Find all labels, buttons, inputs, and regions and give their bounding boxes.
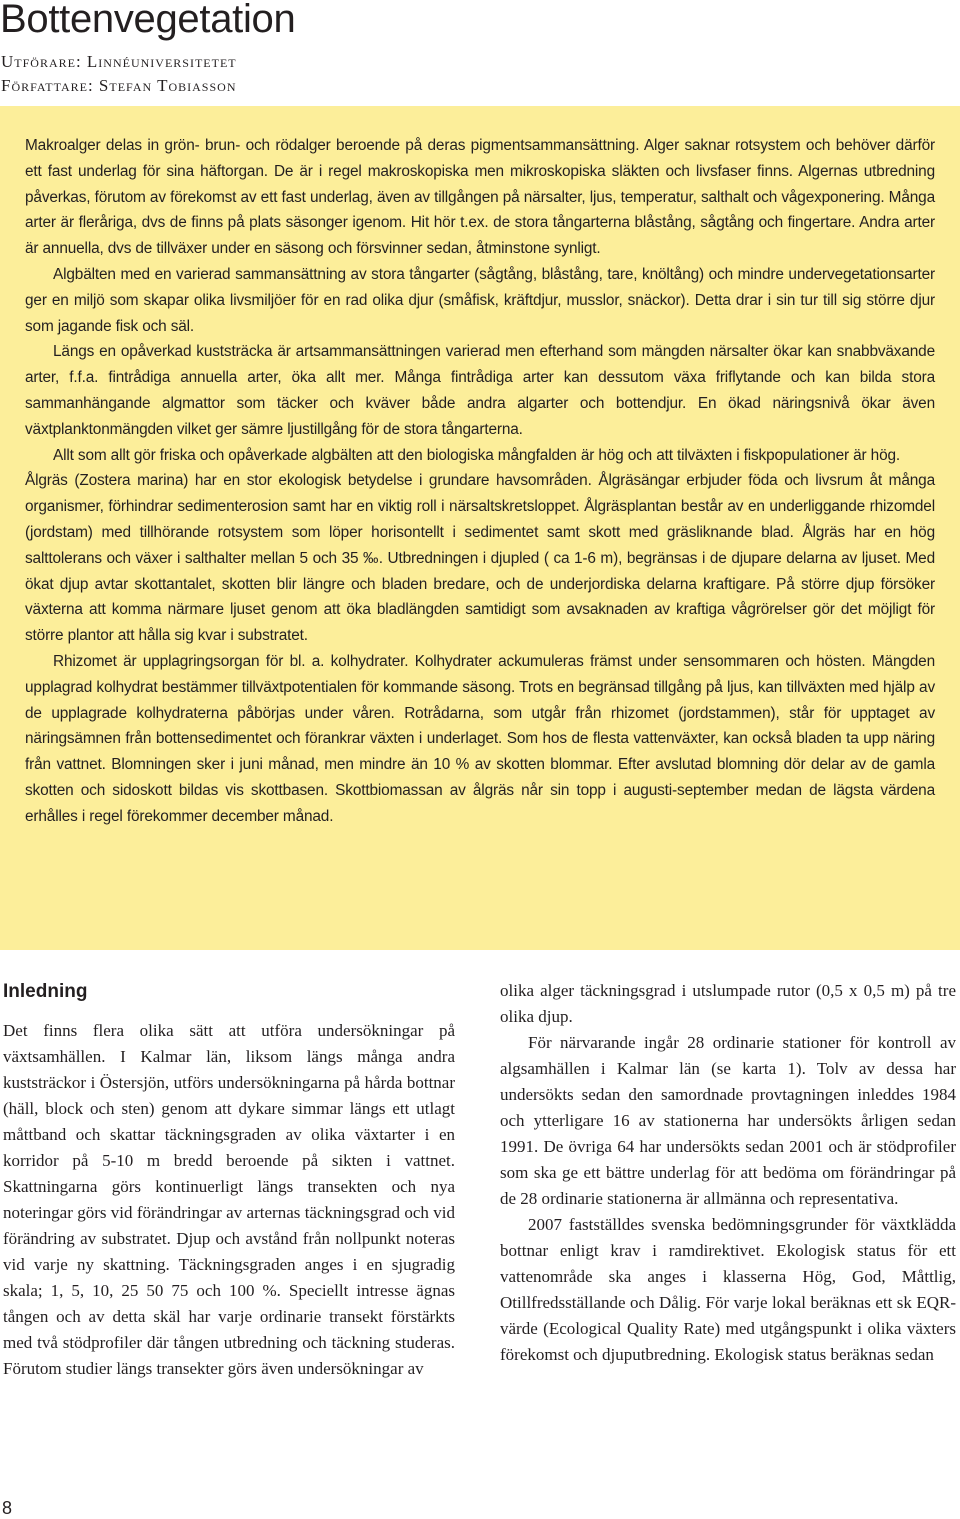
executor-line: Utförare: Linnéuniversitetet [1,52,237,71]
box-paragraph: Rhizomet är upplagringsorgan för bl. a. kolhydrater. Kolhydrater ackumuleras främst under sensommaren och hösten. Mängden upplagrad kolhydrat bestämmer tillväxtpotentialen för kommande säsong. Trots en begränsad tillgång på ljus, kan tillväxten med hjälp av de upplagrade kolhydraterna påbörjas under våren. Rotrådarna, som utgår från rhizomet (jordstammen), står för upptaget av näringsämnen från bottensedimentet och förankrar växten i underlaget. Som hos de flesta vattenväxter, kan också bladen ta upp näring från vattnet. Blomningen sker i juni månad, men mindre än 10 % av skotten blommar. Efter avslutad blomning dör delar av de gamla skotten och sidoskott bildas vis skottbasen. Skottbiomassan av ålgräs når sin topp i augusti-september medan de lägsta värdena erhålles i regel förekommer december månad. [25,652,935,825]
author-line: Författare: Stefan Tobiasson [1,76,237,95]
body-paragraph: olika alger täckningsgrad i utslumpade rutor (0,5 x 0,5 m) på tre olika djup. [500,981,956,1026]
body-paragraph: 2007 fastställdes svenska bedömningsgrunder för växtklädda bottnar enligt krav i ramdirektivet. Ekologisk status för ett vattenområde ska anges i klasserna Hög, God, Måttlig, Otillfredsställande och Dålig. För varje lokal beräknas ett sk EQR-värde (Ecological Quality Rate) med utgångspunkt i olika växters förekomst och djuputbredning. Ekologisk status beräknas sedan [500,1215,956,1364]
intro-highlight-box [0,106,960,950]
box-paragraph: Ålgräs (Zostera marina) har en stor ekologisk betydelse i grundare havsområden. Ålgräsängar erbjuder föda och livsrum åt många organismer, förhindrar sedimenterosion samt har en viktig roll i närsaltskretsloppet. Ålgräsplantan består av en underliggande rhizomdel (jordstam) med tillhörande rotsystem som löper horisontellt i sedimentet samt skott med gräsliknande blad. Ålgräs har en hög salttolerans och växer i salthalter mellan 5 och 35 ‰. Utbredningen i djupled ( ca 1-6 m), begränsas i de djupare delarna av ljuset. Med ökat djup avtar skottantalet, skotten blir längre och bladen bredare, och de underjordiska delarna kraftigare. På större djup försöker växterna att komma närmare ljuset genom att öka bladlängden samtidigt som avsaknaden av kraftiga vågrörelser gör det möjligt för större plantor att hålla sig kvar i substratet. [25,472,935,645]
body-paragraph: Det finns flera olika sätt att utföra undersökningar på växtsamhällen. I Kalmar län, liksom längs många andra kuststräckor i Östersjön, utförs undersökningarna på hårda bottnar (häll, block och sten) genom att dykare simmar längs ett utlagt måttband och skattar täckningsgraden av olika växtarter i en korridor på 5-10 m bredd beroende på sikten i vattnet. Skattningarna görs kontinuerligt längs transekten och nya noteringar görs vid förändringar av arternas täckningsgrad och vid förändring av substratet. Djup och avstånd från nollpunkt noteras vid varje ny skattning. Täckningsgraden anges i en sjugradig skala; 1, 5, 10, 25 50 75 och 100 %. Speciellt intresse ägnas tången och av detta skäl har varje ordinarie transekt förstärkts med två stödprofiler där tången utbredning och täckning studeras. Förutom studier längs transekter görs även undersökningar av [3,1021,455,1378]
section-heading: Inledning [3,981,88,1002]
body-paragraph: För närvarande ingår 28 ordinarie stationer för kontroll av algsamhällen i Kalmar län (se karta 1). Tolv av dessa har undersökts sedan den samordnade provtagningen inleddes 1984 och ytterligare 16 av stationerna har undersökts årligen sedan 1991. De övriga 64 har undersökts sedan 2001 och är stödprofiler som ska ge ett bättre underlag för att bedöma om förändringar på de 28 ordinarie stationerna är allmänna och representativa. [500,1033,956,1208]
left-column [3,978,455,1382]
box-paragraph: Längs en opåverkad kuststräcka är artsammansättningen varierad men efterhand som mängden närsalter ökar kan snabbväxande arter, f.f.a. fintrådiga annuella arter, öka allt mer. Många fintrådiga arter kan dessutom växa friflytande och kan bilda stora sammanhängande algmattor som täcker och kväver både andra algarter och bottendjur. En ökad näringsnivå ökar även växtplanktonmängden vilket ger sämre ljustillgång för de stora tångarterna. [25,343,935,438]
page-number: 8 [2,1498,13,1518]
page-title: Bottenvegetation [0,0,296,41]
right-column [500,978,956,1368]
box-paragraph: Algbälten med en varierad sammansättning av stora tångarter (sågtång, blåstång, tare, knöltång) och mindre undervegetationsarter ger en miljö som skapar olika livsmiljöer för en rad olika djur (småfisk, kräftdjur, musslor, snäckor). Detta drar i sin tur till sig större djur som jagande fisk och säl. [25,265,935,335]
box-paragraph: Makroalger delas in grön- brun- och rödalger beroende på deras pigmentsammansättning. Alger saknar rotsystem och behöver därför ett fast underlag för sina häftorgan. De är i regel makroskopiska men mikroskopiska släkten och livsfaser finns. Algernas utbredning påverkas, förutom av förekomst av ett fast underlag, även av tillgången på närsalter, ljus, temperatur, salthalt och vågexponering. Många arter är fleråriga, dvs de finns på plats säsonger igenom. Hit hör t.ex. de stora tångarterna blåstång, sågtång och fingertare. Andra arter är annuella, dvs de tillväxer under en säsong och försvinner sedan, åtminstone synligt. [25,137,935,258]
box-paragraph: Allt som allt gör friska och opåverkade algbälten att den biologiska mångfalden är hög och att tilväxten i fiskpopulationer är hög. [53,446,901,464]
